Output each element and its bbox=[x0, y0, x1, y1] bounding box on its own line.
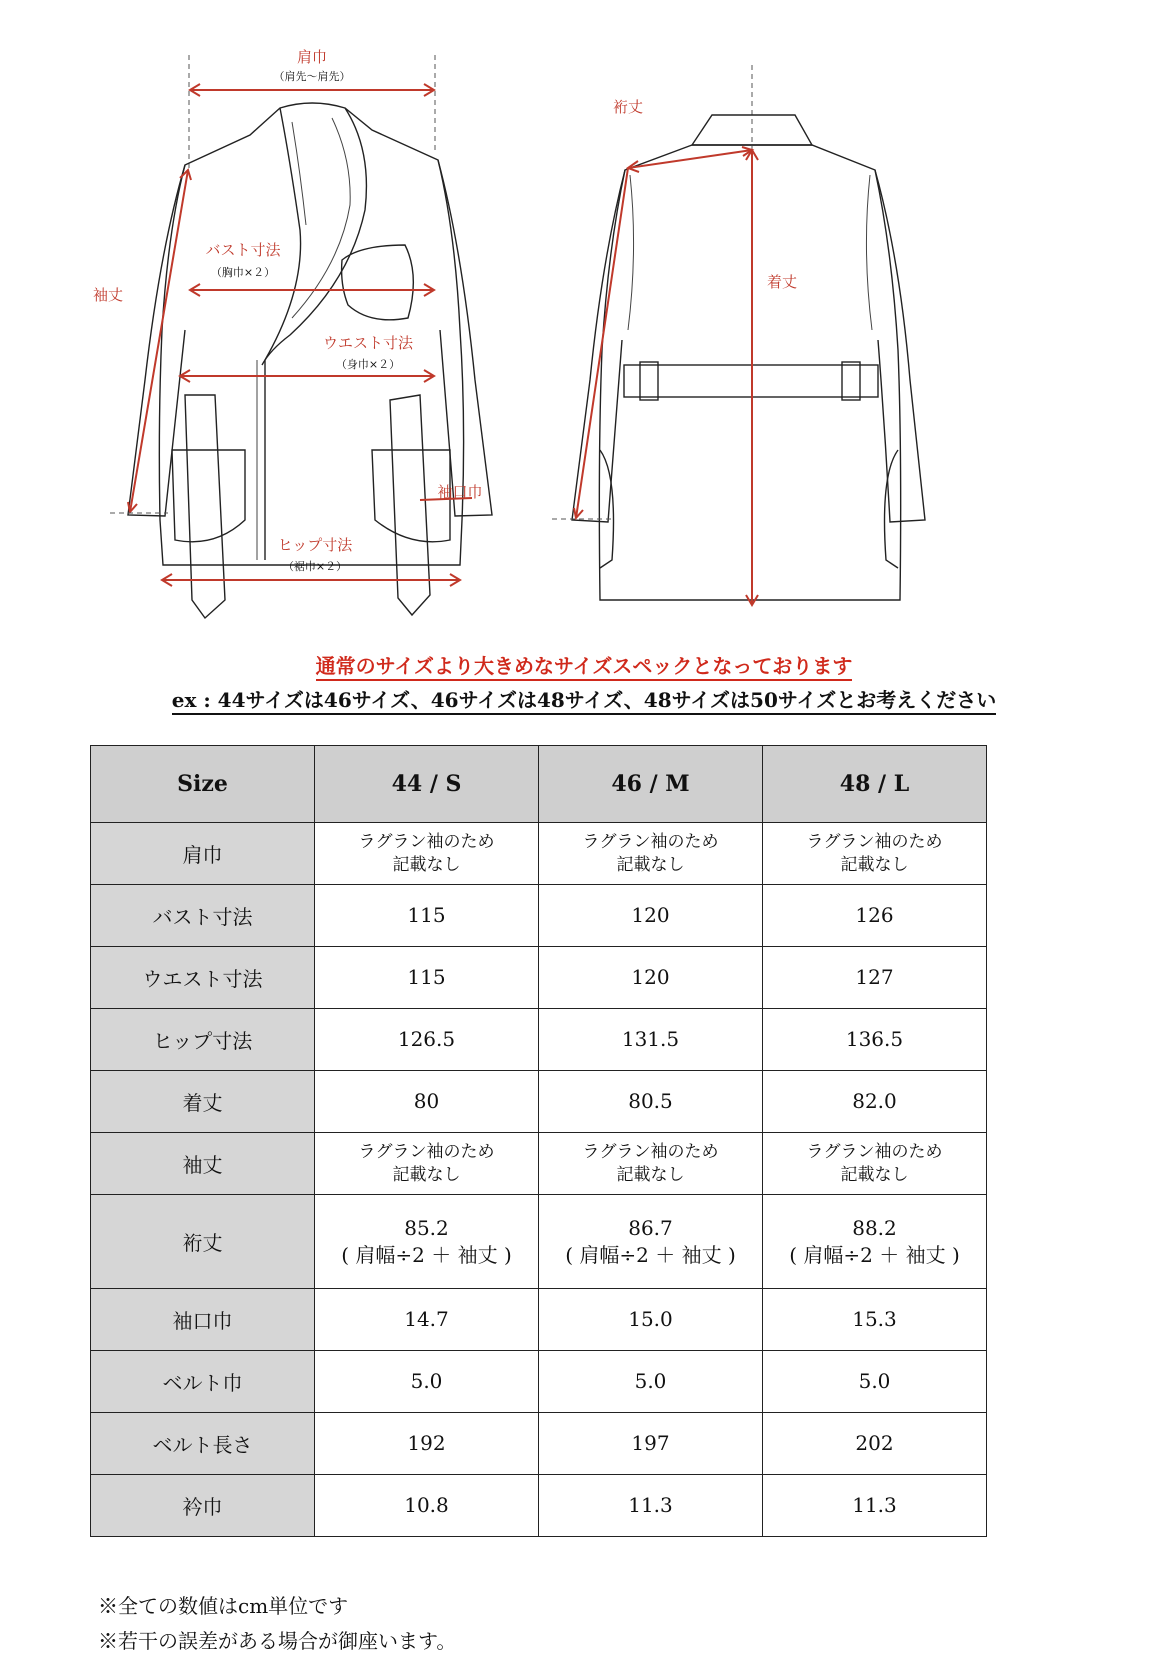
label-sleeve: 袖丈 bbox=[92, 286, 124, 304]
label-waist: ウエスト寸法 bbox=[322, 334, 414, 352]
label-shoulder: 肩巾 bbox=[296, 48, 328, 66]
row-label: ベルト巾 bbox=[91, 1351, 315, 1413]
table-cell bbox=[763, 823, 987, 885]
table-row bbox=[91, 1009, 987, 1071]
table-cell bbox=[315, 1195, 539, 1289]
row-label: 裄丈 bbox=[91, 1195, 315, 1289]
cell-text: ラグラン袖のため bbox=[358, 1141, 495, 1162]
cell-text: 記載なし bbox=[616, 1164, 685, 1185]
table-cell bbox=[315, 1475, 539, 1537]
cell-text: 5.0 bbox=[634, 1369, 667, 1393]
header-size: Size bbox=[91, 746, 315, 823]
cell-text: 115 bbox=[407, 965, 446, 989]
table-cell bbox=[539, 1071, 763, 1133]
cell-text: 10.8 bbox=[404, 1493, 449, 1517]
table-cell bbox=[763, 885, 987, 947]
cell-text: 86.7 bbox=[628, 1215, 673, 1240]
table-cell bbox=[315, 1351, 539, 1413]
table-cell bbox=[315, 885, 539, 947]
cell-text: 115 bbox=[407, 903, 446, 927]
cell-text: 136.5 bbox=[845, 1027, 904, 1051]
table-cell bbox=[763, 1289, 987, 1351]
row-label: 衿巾 bbox=[91, 1475, 315, 1537]
label-bust-sub: （胸巾×２） bbox=[210, 266, 276, 279]
cell-text: ラグラン袖のため bbox=[582, 831, 719, 852]
table-row bbox=[91, 1133, 987, 1195]
cell-text: 記載なし bbox=[392, 854, 461, 875]
table-row bbox=[91, 1289, 987, 1351]
row-label: ヒップ寸法 bbox=[91, 1009, 315, 1071]
cell-text: ( 肩幅÷2 ＋ 袖丈 ) bbox=[565, 1242, 736, 1267]
header-48: 48 / L bbox=[763, 746, 987, 823]
table-cell bbox=[539, 1133, 763, 1195]
table-cell bbox=[763, 1475, 987, 1537]
table-row bbox=[91, 947, 987, 1009]
table-cell bbox=[315, 1071, 539, 1133]
label-hip-sub: （裾巾×２） bbox=[282, 560, 348, 573]
cell-text: ラグラン袖のため bbox=[582, 1141, 719, 1162]
table-cell bbox=[539, 823, 763, 885]
table-cell bbox=[539, 1009, 763, 1071]
table-cell bbox=[763, 947, 987, 1009]
cell-text: 88.2 bbox=[852, 1215, 897, 1240]
row-label: 袖口巾 bbox=[91, 1289, 315, 1351]
cell-text: 15.3 bbox=[852, 1307, 897, 1331]
row-label: バスト寸法 bbox=[91, 885, 315, 947]
table-cell bbox=[539, 947, 763, 1009]
cell-text: 80.5 bbox=[628, 1089, 673, 1113]
table-cell bbox=[315, 1413, 539, 1475]
table-cell bbox=[315, 823, 539, 885]
footnote-units: ※全ての数値はcm単位です bbox=[98, 1594, 349, 1618]
cell-text: 14.7 bbox=[404, 1307, 449, 1331]
label-bust: バスト寸法 bbox=[205, 241, 281, 259]
notice-size-example bbox=[0, 684, 1168, 713]
cell-text: 82.0 bbox=[852, 1089, 897, 1113]
table-cell bbox=[315, 1009, 539, 1071]
cell-text: 126 bbox=[855, 903, 894, 927]
cell-text: 80 bbox=[413, 1089, 440, 1113]
table-cell bbox=[763, 1413, 987, 1475]
notice-oversize-text: 通常のサイズより大きめなサイズスペックとなっております bbox=[316, 654, 853, 681]
table-row bbox=[91, 885, 987, 947]
cell-text: 5.0 bbox=[858, 1369, 891, 1393]
size-table-body bbox=[91, 823, 987, 1537]
cell-text: 15.0 bbox=[628, 1307, 673, 1331]
label-hip: ヒップ寸法 bbox=[277, 536, 353, 554]
table-row bbox=[91, 1351, 987, 1413]
cell-text: 120 bbox=[631, 903, 670, 927]
cell-text: ( 肩幅÷2 ＋ 袖丈 ) bbox=[341, 1242, 512, 1267]
table-row bbox=[91, 1195, 987, 1289]
cell-text: 197 bbox=[631, 1431, 670, 1455]
table-cell bbox=[539, 1413, 763, 1475]
size-table bbox=[90, 745, 987, 1537]
row-label: 肩巾 bbox=[91, 823, 315, 885]
cell-text: 127 bbox=[855, 965, 894, 989]
cell-text: 11.3 bbox=[852, 1493, 897, 1517]
size-table-header bbox=[91, 746, 987, 823]
cell-text: 11.3 bbox=[628, 1493, 673, 1517]
table-cell bbox=[763, 1071, 987, 1133]
row-label: 袖丈 bbox=[91, 1133, 315, 1195]
table-cell bbox=[539, 1195, 763, 1289]
table-cell bbox=[315, 1289, 539, 1351]
cell-text: ラグラン袖のため bbox=[806, 1141, 943, 1162]
table-cell bbox=[763, 1195, 987, 1289]
label-shoulder-sub: （肩先～肩先） bbox=[273, 70, 351, 83]
cell-text: ( 肩幅÷2 ＋ 袖丈 ) bbox=[789, 1242, 960, 1267]
cell-text: 5.0 bbox=[410, 1369, 443, 1393]
front-view-drawing bbox=[110, 55, 492, 618]
table-cell bbox=[763, 1351, 987, 1413]
row-label: ウエスト寸法 bbox=[91, 947, 315, 1009]
table-row bbox=[91, 1413, 987, 1475]
table-cell bbox=[539, 1475, 763, 1537]
cell-text: 202 bbox=[855, 1431, 894, 1455]
cell-text: ラグラン袖のため bbox=[358, 831, 495, 852]
cell-text: 120 bbox=[631, 965, 670, 989]
notice-size-example-text: ex : 44サイズは46サイズ、46サイズは48サイズ、48サイズは50サイズとお考えください bbox=[172, 688, 997, 715]
table-cell bbox=[539, 885, 763, 947]
label-cuff: 袖口巾 bbox=[437, 483, 483, 501]
cell-text: ラグラン袖のため bbox=[806, 831, 943, 852]
notice-oversize bbox=[0, 650, 1168, 679]
row-label: 着丈 bbox=[91, 1071, 315, 1133]
table-cell bbox=[539, 1351, 763, 1413]
table-cell bbox=[763, 1133, 987, 1195]
garment-diagram bbox=[0, 0, 1168, 640]
label-waist-sub: （身巾×２） bbox=[335, 358, 401, 371]
back-view-drawing bbox=[552, 65, 925, 605]
cell-text: 記載なし bbox=[840, 854, 909, 875]
cell-text: 記載なし bbox=[616, 854, 685, 875]
table-row bbox=[91, 1475, 987, 1537]
label-yuki: 裄丈 bbox=[612, 98, 644, 116]
header-46: 46 / M bbox=[539, 746, 763, 823]
cell-text: 192 bbox=[407, 1431, 446, 1455]
label-length: 着丈 bbox=[766, 273, 798, 291]
table-row bbox=[91, 823, 987, 885]
header-44: 44 / S bbox=[315, 746, 539, 823]
table-row bbox=[91, 1071, 987, 1133]
table-cell bbox=[315, 947, 539, 1009]
table-cell bbox=[315, 1133, 539, 1195]
header-row bbox=[91, 746, 987, 823]
footnote-tolerance: ※若干の誤差がある場合が御座います。 bbox=[98, 1629, 457, 1653]
cell-text: 記載なし bbox=[392, 1164, 461, 1185]
row-label: ベルト長さ bbox=[91, 1413, 315, 1475]
cell-text: 126.5 bbox=[397, 1027, 456, 1051]
cell-text: 85.2 bbox=[404, 1215, 449, 1240]
cell-text: 記載なし bbox=[840, 1164, 909, 1185]
cell-text: 131.5 bbox=[621, 1027, 680, 1051]
table-cell bbox=[763, 1009, 987, 1071]
table-cell bbox=[539, 1289, 763, 1351]
